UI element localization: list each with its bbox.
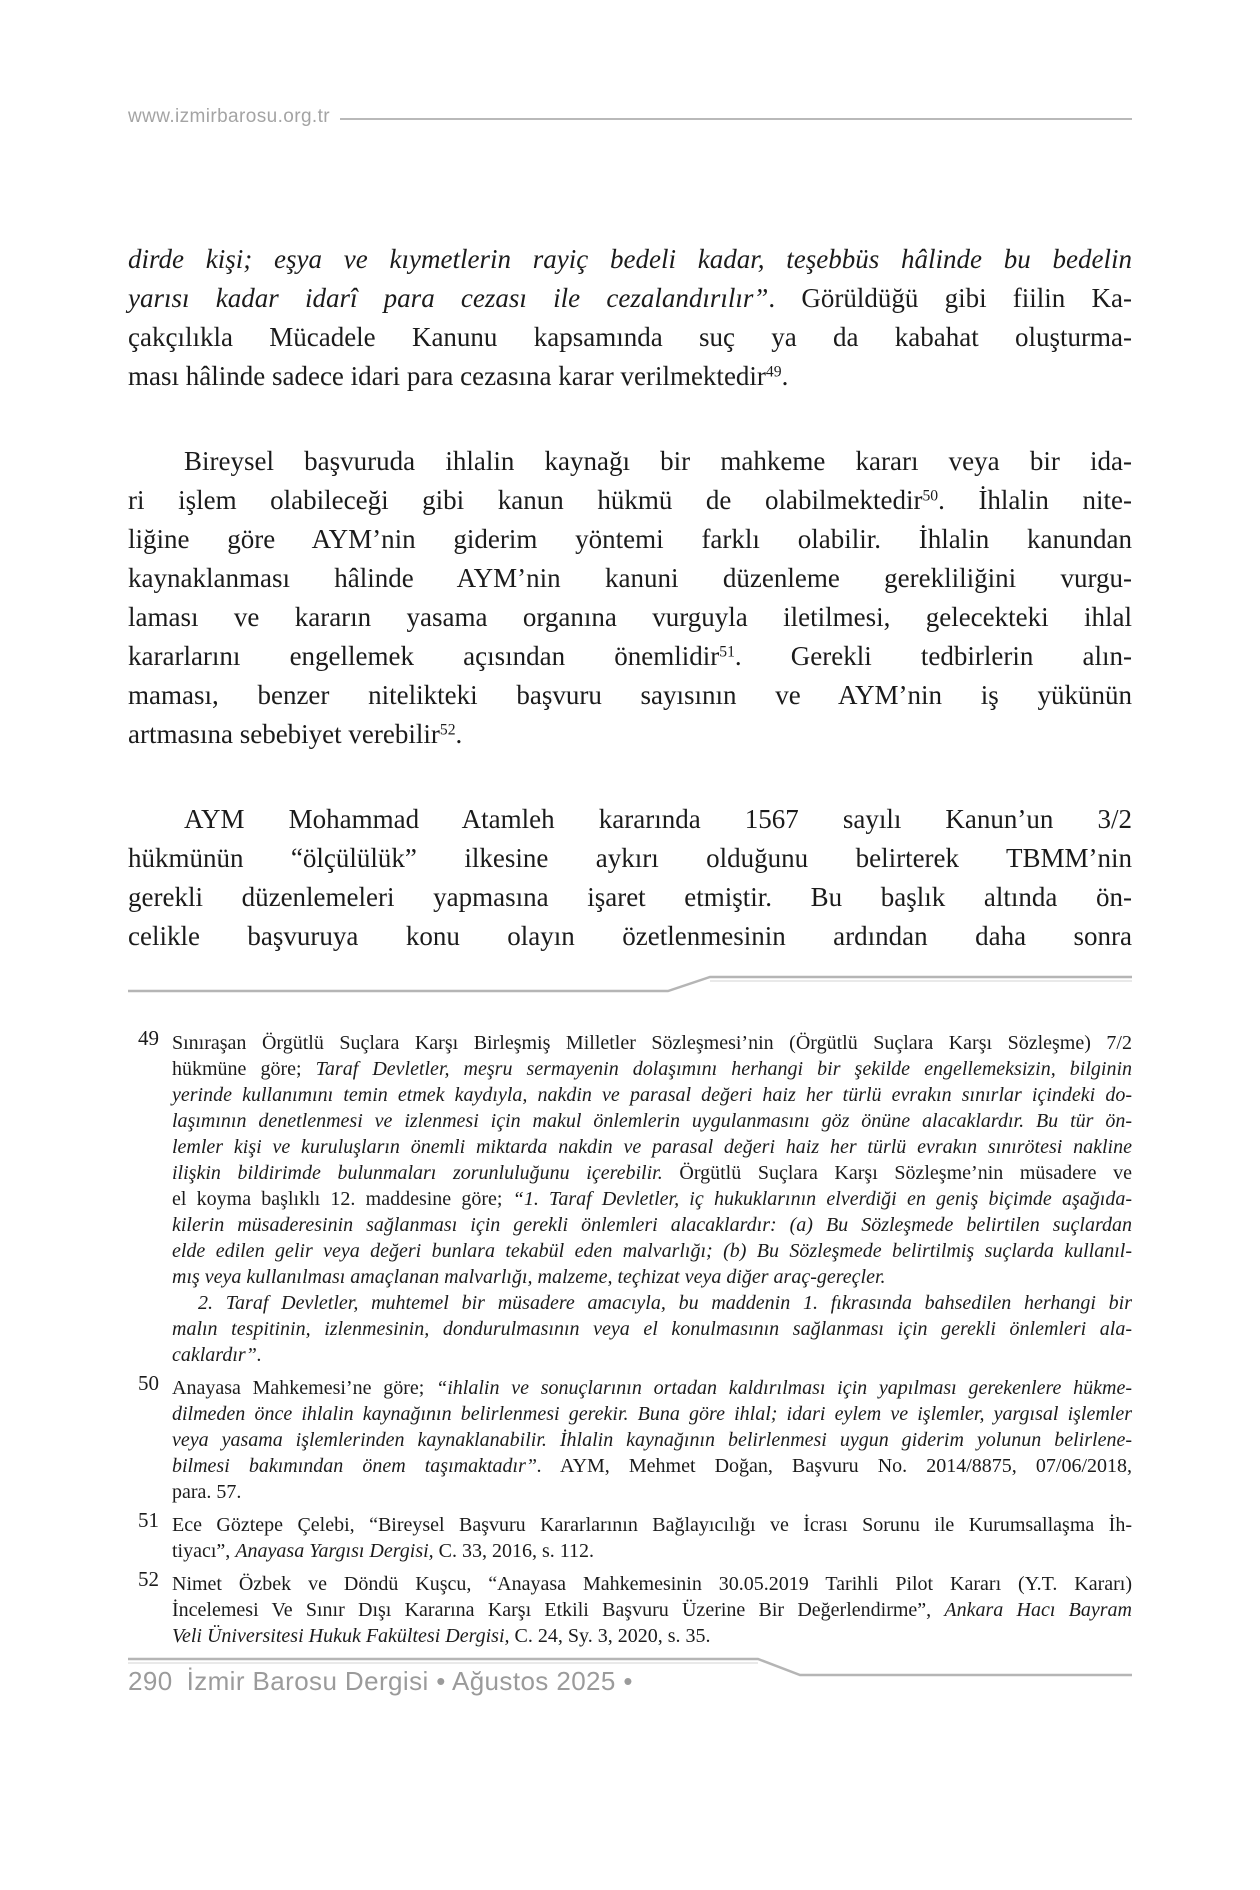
text-line (128, 598, 1132, 637)
text-run: ilişkin bildirimde bulunmaları zorunluluğunu içerebilir. (172, 1162, 663, 1184)
text-run: . İhlalin nite- (938, 485, 1132, 515)
text-run: Anayasa Mahkemesi’ne göre; (172, 1377, 437, 1399)
text-line (128, 357, 1132, 396)
text-run: lemler kişi ve kuruluşların önemli miktarda nakdin ve parasal değeri haiz her türlü evrakın sınırötesi nakline (172, 1136, 1132, 1158)
text-line (128, 800, 1132, 839)
paragraph (128, 800, 1132, 956)
paragraph (128, 442, 1132, 754)
text-run: 2. Taraf Devletler, muhtemel bir müsadere amacıyla, bu maddenin 1. fıkrasında bahsedilen herhangi bir (198, 1292, 1132, 1314)
text-run: malın tespitinin, izlenmesinin, dondurulmasının veya el konulmasının sağlanması için gerekli önlemleri ala- (172, 1318, 1132, 1340)
text-line (172, 1160, 1132, 1186)
text-run: hükmünün “ölçülülük” ilkesine aykırı olduğunu belirterek TBMM’nin (128, 843, 1132, 873)
text-run: para. 57. (172, 1481, 242, 1503)
text-run: Bireysel başvuruda ihlalin kaynağı bir mahkeme kararı veya bir ida- (184, 446, 1132, 476)
text-line (172, 1401, 1132, 1427)
text-run: Ankara Hacı Bayram (944, 1599, 1133, 1621)
page-footer (128, 1656, 1132, 1716)
text-run: Anayasa Yargısı Dergisi, (235, 1540, 434, 1562)
text-run: . Görüldüğü gibi fiilin Ka- (768, 283, 1133, 313)
footnote-number: 51 (138, 1508, 159, 1532)
footnote-ref: 50 (922, 487, 939, 505)
text-line (172, 1597, 1132, 1623)
text-run: . (455, 719, 463, 749)
text-run: ması hâlinde sadece idari para cezasına karar verilmektedir (128, 361, 766, 391)
footnote-number: 50 (138, 1371, 159, 1395)
text-run: . (781, 361, 789, 391)
text-run: “ihlalin ve sonuçlarının ortadan kaldırılması için yapılması gerekenlere hükme- (436, 1377, 1132, 1399)
text-line (172, 1056, 1132, 1082)
text-line (128, 917, 1132, 956)
text-run: . Gerekli tedbirlerin alın- (734, 641, 1132, 671)
text-line (172, 1238, 1132, 1264)
text-line (172, 1512, 1132, 1538)
text-run: Sınıraşan Örgütlü Suçlara Karşı Birleşmiş Milletler Sözleşmesi’nin (Örgütlü Suçlara Karşı Sözleşme) 7/2 (172, 1032, 1132, 1054)
text-line (128, 839, 1132, 878)
footer-text (128, 1666, 633, 1697)
footnote-ref: 49 (765, 363, 782, 381)
text-run: kilerin müsaderesinin sağlanması için gerekli önlemleri alacaklardır: (a) Bu Sözleşmede belirtilen suçlardan (172, 1214, 1132, 1236)
header-rule (340, 118, 1132, 120)
text-line (172, 1342, 1132, 1368)
page-content (128, 0, 1132, 1716)
text-line (172, 1571, 1132, 1597)
text-line (128, 318, 1132, 357)
text-line (172, 1375, 1132, 1401)
text-run: liğine göre AYM’nin giderim yöntemi farklı olabilir. İhlalin kanundan (128, 524, 1132, 554)
text-run: C. 33, 2016, s. 112. (433, 1540, 595, 1562)
text-line (128, 559, 1132, 598)
text-line (128, 878, 1132, 917)
text-run: çakçılıkla Mücadele Kanunu kapsamında suç ya da kabahat oluşturma- (128, 322, 1132, 352)
text-line (172, 1290, 1132, 1316)
text-run: maması, benzer nitelikteki başvuru sayısının ve AYM’nin iş yükünün (128, 680, 1132, 710)
page-number: 290 (128, 1666, 173, 1696)
footnote-number: 52 (138, 1567, 159, 1591)
text-run: laşımının denetlenmesi ve izlenmesi için makul önlemlerin uygulanmasını göz önüne alacaklardır. Bu tür ön- (172, 1110, 1132, 1132)
text-line (172, 1212, 1132, 1238)
text-line (128, 676, 1132, 715)
text-line (128, 279, 1132, 318)
body-text (128, 240, 1132, 956)
text-line (172, 1264, 1132, 1290)
footnote-separator-icon (128, 972, 1132, 996)
text-line (172, 1186, 1132, 1212)
footnote-ref: 51 (719, 643, 735, 661)
page-header (128, 106, 1132, 128)
text-line (128, 442, 1132, 481)
text-run: elde edilen gelir veya değeri bunlara tekabül eden malvarlığı; (b) Bu Sözleşmede belirtilmiş suçlarda kullanıl- (172, 1240, 1132, 1262)
text-run: yerinde kullanımını temin etmek kaydıyla, nakdin ve parasal değeri haiz her türlü evrakın sınırlar içindeki do- (172, 1084, 1132, 1106)
text-run: kararlarını engellemek açısından önemlidir (128, 641, 720, 671)
text-run: celikle başvuruya konu olayın özetlenmesinin ardından daha sonra (128, 921, 1132, 951)
text-run: ri işlem olabileceği gibi kanun hükmü de olabilmektedir (128, 485, 923, 515)
journal-line: İzmir Barosu Dergisi • Ağustos 2025 • (186, 1666, 633, 1696)
text-run: laması ve kararın yasama organına vurguyla iletilmesi, gelecekteki ihlal (128, 602, 1132, 632)
text-run: Ece Göztepe Çelebi, “Bireysel Başvuru Kararlarının Bağlayıcılığı ve İcrası Sorunu ile Kurumsallaşma İh- (172, 1514, 1132, 1536)
text-run: yarısı kadar idarî para cezası ile cezalandırılır” (128, 283, 769, 313)
text-run: AYM Mohammad Atamleh kararında 1567 sayılı Kanun’un 3/2 (184, 804, 1132, 834)
text-run: caklardır”. (172, 1344, 262, 1366)
text-run: Taraf Devletler, meşru sermayenin dolaşımını herhangi bir şekilde engellemeksizin, bilginin (315, 1058, 1133, 1080)
text-line (172, 1030, 1132, 1056)
footnote (138, 1026, 1133, 1368)
text-run: tiyacı”, (172, 1540, 236, 1562)
text-run: C. 24, Sy. 3, 2020, s. 35. (509, 1625, 711, 1647)
text-line (128, 520, 1132, 559)
text-run: dirde kişi; eşya ve kıymetlerin rayiç bedeli kadar, teşebbüs hâlinde bu bedelin (128, 244, 1132, 274)
text-line (128, 637, 1132, 676)
text-run: Örgütlü Suçlara Karşı Sözleşme’nin müsadere ve (662, 1162, 1132, 1184)
text-line (172, 1427, 1132, 1453)
text-run: “1. Taraf Devletler, iç hukuklarının elverdiği en geniş biçimde aşağıda- (512, 1188, 1133, 1210)
text-line (172, 1134, 1132, 1160)
text-run: mış veya kullanılması amaçlanan malvarlığı, malzeme, teçhizat veya diğer araç-gereçler. (172, 1266, 886, 1288)
text-run: bilmesi bakımından önem taşımaktadır”. (172, 1455, 542, 1477)
text-run: el koyma başlıklı 12. maddesine göre; (172, 1188, 513, 1210)
text-line (128, 715, 1132, 754)
footnote-ref: 52 (439, 721, 456, 739)
text-line (172, 1453, 1132, 1479)
text-line (172, 1479, 1132, 1505)
text-run: kaynaklanması hâlinde AYM’nin kanuni düzenleme gerekliliğini vurgu- (128, 563, 1132, 593)
text-run: AYM, Mehmet Doğan, Başvuru No. 2014/8875, 07/06/2018, (542, 1455, 1132, 1477)
text-run: İncelemesi Ve Sınır Dışı Kararına Karşı Etkili Başvuru Üzerine Bir Değerlendirme”, (172, 1599, 945, 1621)
text-run: dilmeden önce ihlalin kaynağının belirlenmesi gerekir. Buna göre ihlal; idari eylem ve işlemler, yargısal işlemler (172, 1403, 1132, 1425)
text-run: artmasına sebebiyet verebilir (128, 719, 440, 749)
text-line (128, 240, 1132, 279)
text-run: Veli Üniversitesi Hukuk Fakültesi Dergisi, (172, 1625, 510, 1647)
footnote (138, 1371, 1132, 1505)
text-line (128, 481, 1132, 520)
text-run: Nimet Özbek ve Döndü Kuşcu, “Anayasa Mahkemesinin 30.05.2019 Tarihli Pilot Kararı (Y.T. Kararı) (172, 1573, 1132, 1595)
footnotes (128, 1026, 1133, 1649)
text-run: gerekli düzenlemeleri yapmasına işaret etmiştir. Bu başlık altında ön- (128, 882, 1132, 912)
text-line (172, 1538, 1132, 1564)
text-line (172, 1082, 1132, 1108)
text-line (172, 1108, 1132, 1134)
footnote (138, 1508, 1132, 1564)
footnote (138, 1567, 1133, 1649)
text-run: veya yasama işlemlerinden kaynaklanabilir. İhlalin kaynağının belirlenmesi uygun giderim yolunun belirlene- (172, 1429, 1132, 1451)
header-url: www.izmirbarosu.org.tr (128, 106, 331, 127)
text-run: hükmüne göre; (172, 1058, 316, 1080)
text-line (172, 1316, 1132, 1342)
footnote-number: 49 (138, 1026, 159, 1050)
paragraph (128, 240, 1132, 396)
text-line (172, 1623, 1132, 1649)
